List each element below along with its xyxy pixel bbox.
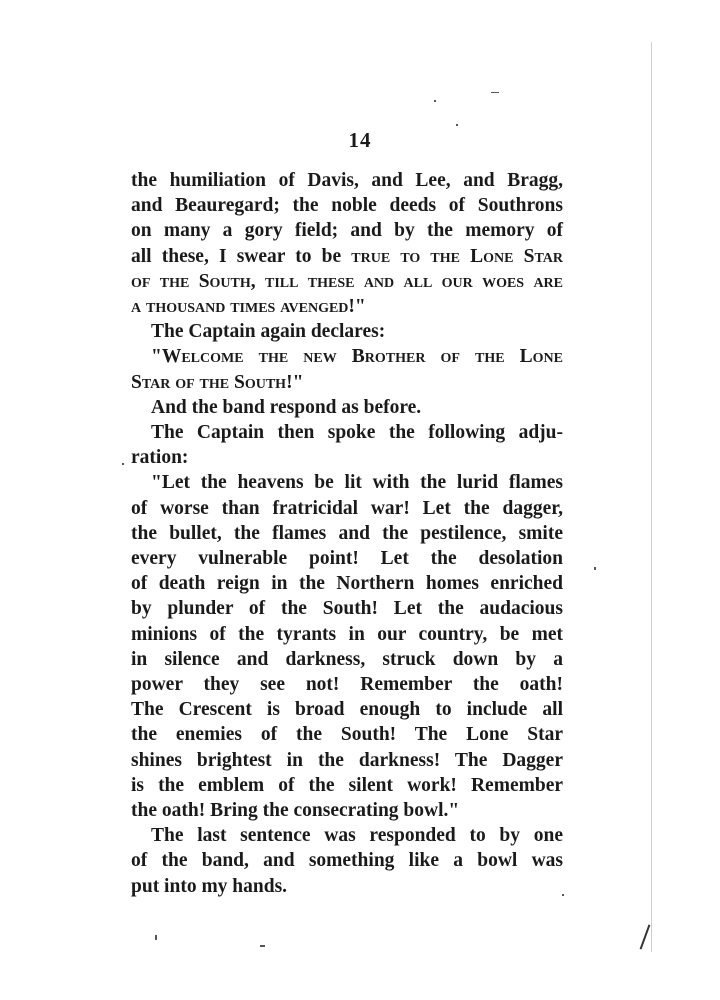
text-line — [131, 596, 563, 621]
text-line — [131, 395, 563, 420]
text-line-content: The Captain again declares: — [151, 321, 386, 343]
text-line — [131, 193, 563, 218]
text-line — [131, 697, 563, 722]
text-line-content: by plunder of the South! Let the audacious — [131, 598, 563, 620]
text-line — [131, 244, 563, 269]
text-line — [131, 672, 563, 697]
text-line-content: Star of the South!" — [131, 371, 304, 393]
text-line-content: And the band respond as before. — [151, 396, 422, 418]
text-line — [131, 748, 563, 773]
text-line — [131, 823, 563, 848]
text-line — [131, 546, 563, 571]
text-line — [131, 571, 563, 596]
text-line-content: is the emblem of the silent work! Remember — [131, 774, 563, 796]
text-line — [131, 798, 563, 823]
text-line — [131, 496, 563, 521]
text-line-content: and Beauregard; the noble deeds of Southrons — [131, 195, 563, 217]
text-line-content: in silence and darkness, struck down by a — [131, 648, 563, 670]
page-edge-line — [651, 42, 652, 952]
body-text — [131, 168, 563, 899]
text-line — [131, 319, 563, 344]
text-line-content: minions of the tyrants in our country, be met — [131, 623, 563, 645]
text-line-content: The Crescent is broad enough to include all — [131, 699, 563, 721]
text-line — [131, 344, 563, 369]
scan-speck — [122, 463, 124, 465]
text-line-content: all these, I swear to be — [131, 245, 342, 267]
text-line-content: The last sentence was responded to by one — [151, 825, 563, 847]
scan-speck — [456, 124, 458, 126]
scan-speck — [155, 935, 157, 940]
scan-speck — [260, 945, 265, 947]
text-line — [131, 218, 563, 243]
text-line-content: of worse than fratricidal war! Let the dagger, — [131, 497, 563, 519]
text-line-smallcaps: true to the Lone Star — [351, 245, 563, 267]
text-line-content: of death reign in the Northern homes enriched — [131, 573, 563, 595]
margin-mark — [640, 924, 651, 949]
text-line — [131, 848, 563, 873]
text-line-content: every vulnerable point! Let the desolation — [131, 548, 563, 570]
text-line — [131, 722, 563, 747]
text-line-content: the enemies of the South! The Lone Star — [131, 724, 563, 746]
text-line-content: of the South, till these and all our woes are — [131, 270, 563, 292]
text-line — [131, 294, 563, 319]
text-line-content: on many a gory field; and by the memory of — [131, 220, 563, 242]
text-line — [131, 622, 563, 647]
text-line — [131, 370, 563, 395]
text-line — [131, 874, 563, 899]
text-line-content: ration: — [131, 447, 189, 469]
scan-speck — [594, 567, 596, 570]
text-line — [131, 521, 563, 546]
text-line-content: "Let the heavens be lit with the lurid flames — [151, 472, 563, 494]
scan-speck — [434, 100, 436, 102]
scan-speck — [491, 92, 499, 93]
text-line-content: the oath! Bring the consecrating bowl." — [131, 800, 460, 822]
text-line-content: put into my hands. — [131, 875, 288, 897]
text-line-content: shines brightest in the darkness! The Dagger — [131, 749, 563, 771]
text-line — [131, 470, 563, 495]
text-line — [131, 773, 563, 798]
text-line-content: The Captain then spoke the following adju- — [151, 422, 563, 444]
text-line-content: "Welcome the new Brother of the Lone — [151, 346, 563, 368]
text-line — [131, 269, 563, 294]
text-line — [131, 420, 563, 445]
text-line-content: of the band, and something like a bowl was — [131, 850, 563, 872]
text-line — [131, 168, 563, 193]
text-line — [131, 445, 563, 470]
text-line — [131, 647, 563, 672]
text-line-content: power they see not! Remember the oath! — [131, 674, 563, 696]
page-number: 14 — [348, 128, 372, 152]
text-line-content: the humiliation of Davis, and Lee, and Bragg, — [131, 170, 563, 191]
scan-speck — [562, 894, 564, 896]
text-line-content: the bullet, the flames and the pestilence, smite — [131, 522, 563, 544]
text-line-content: a thousand times avenged!" — [131, 296, 366, 318]
